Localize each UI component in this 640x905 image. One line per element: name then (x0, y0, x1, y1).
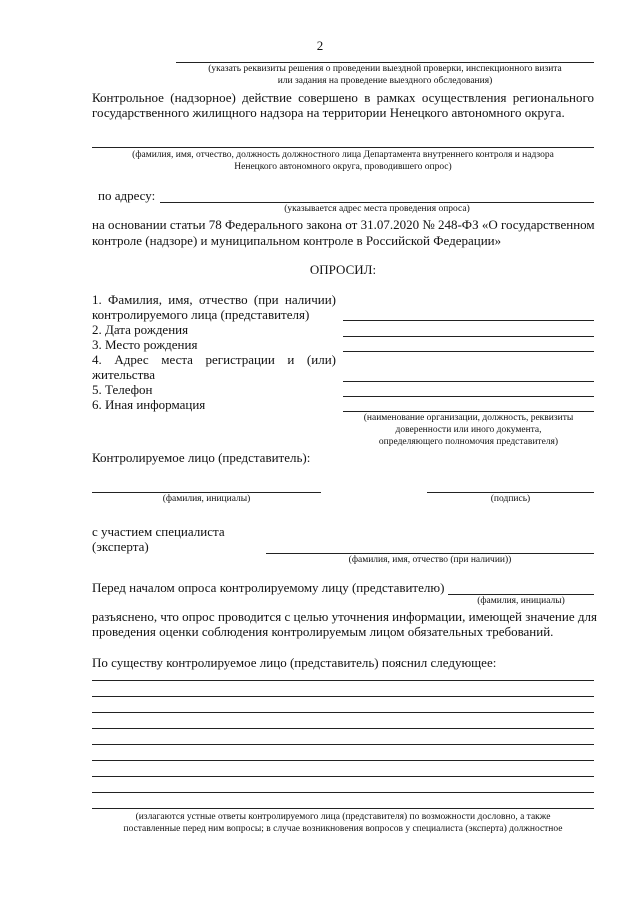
statement-line (92, 696, 594, 697)
statement-label: По существу контролируемое лицо (представитель) пояснил следующее: (92, 655, 497, 670)
address-caption: (указывается адрес места проведения опроса) (284, 204, 470, 214)
item-other: 6. Иная информация (92, 397, 206, 412)
signature-line (427, 492, 594, 493)
org-caption-2: доверенности или иного документа, (395, 425, 542, 435)
initials-caption: (фамилия, инициалы) (162, 494, 251, 504)
decision-caption-1: (указать реквизиты решения о проведении выездной проверки, инспекционного визита (208, 64, 562, 74)
item-address-line (343, 381, 594, 382)
specialist-line (266, 553, 594, 554)
decision-caption-2: или задания на проведение выездного обследования) (277, 76, 493, 86)
control-text-1: Контрольное (надзорное) действие совершено в рамках осуществления регионального (92, 90, 594, 105)
footer-caption-2: поставленные перед ним вопросы; в случае возникновения вопросов у специалиста (эксперта) должностное (123, 824, 563, 834)
basis-text-2: контроле (надзоре) и муниципальном контроле в Российской Федерации» (92, 233, 502, 248)
official-caption-2: Ненецкого автономного округа, проводившего опрос) (234, 162, 452, 172)
statement-line (92, 776, 594, 777)
statement-line (92, 792, 594, 793)
specialist-label-1: с участием специалиста (92, 524, 225, 539)
footer-caption-1: (излагаются устные ответы контролируемого лица (представителя) по возможности дословно, а также (135, 812, 551, 822)
controlled-label: Контролируемое лицо (представитель): (92, 450, 311, 465)
item-birth-date: 2. Дата рождения (92, 322, 189, 337)
statement-line (92, 680, 594, 681)
item-fio-1: 1. Фамилия, имя, отчество (при наличии) (92, 292, 336, 307)
item-phone-line (343, 396, 594, 397)
signature-caption: (подпись) (490, 494, 531, 504)
address-label: по адресу: (98, 188, 156, 203)
org-caption-3: определяющего полномочия представителя) (378, 437, 559, 447)
specialist-label-2: (эксперта) (92, 539, 149, 554)
explained-text-1: разъяснено, что опрос проводится с целью уточнения информации, имеющей значение для (92, 609, 597, 624)
before-text: Перед началом опроса контролируемому лицу (представителю) (92, 580, 445, 595)
statement-line (92, 808, 594, 809)
statement-line (92, 728, 594, 729)
item-fio-2: контролируемого лица (представителя) (92, 307, 310, 322)
address-line (160, 202, 594, 203)
statement-line (92, 744, 594, 745)
item-fio-line (343, 320, 594, 321)
specialist-caption: (фамилия, имя, отчество (при наличии)) (348, 555, 512, 565)
heading-oprosil: ОПРОСИЛ: (309, 262, 377, 277)
before-caption: (фамилия, инициалы) (477, 596, 565, 606)
basis-text-1: на основании статьи 78 Федерального закона от 31.07.2020 № 248-ФЗ «О государственном (92, 217, 595, 232)
official-line (92, 147, 594, 148)
item-birth-place-line (343, 351, 594, 352)
org-caption-1: (наименование организации, должность, реквизиты (363, 413, 574, 423)
initials-line (92, 492, 321, 493)
item-address-1: 4. Адрес места регистрации и (или) (92, 352, 336, 367)
statement-line (92, 760, 594, 761)
decision-line (176, 62, 594, 63)
page-number: 2 (316, 38, 324, 53)
before-line (448, 594, 594, 595)
official-caption-1: (фамилия, имя, отчество, должность должностного лица Департамента внутреннего контроля и надзора (132, 150, 554, 160)
item-phone: 5. Телефон (92, 382, 153, 397)
item-address-2: жительства (92, 367, 155, 382)
control-text-2: государственного жилищного надзора на территории Ненецкого автономного округа. (92, 105, 565, 120)
item-other-line (343, 411, 594, 412)
item-birth-place: 3. Место рождения (92, 337, 198, 352)
item-birth-date-line (343, 336, 594, 337)
statement-line (92, 712, 594, 713)
explained-text-2: проведения оценки соблюдения контролируемым лицом обязательных требований. (92, 624, 554, 639)
